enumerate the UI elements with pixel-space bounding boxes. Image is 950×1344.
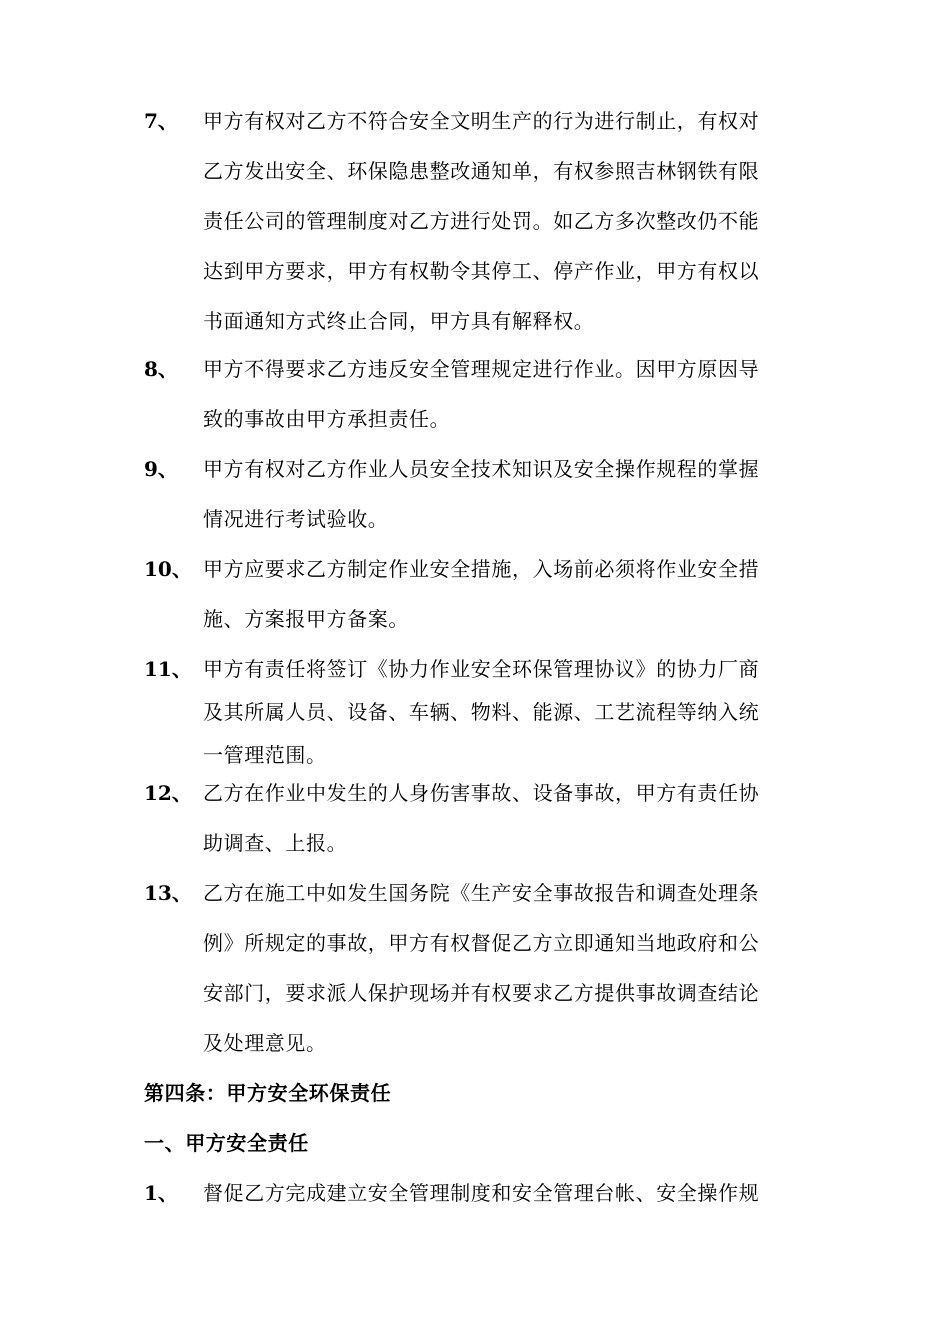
item-number: 1、 (144, 1181, 178, 1205)
item-text-line: 乙方在施工中如发生国务院《生产安全事故报告和调查处理条 (203, 881, 760, 905)
item-number: 12、 (144, 781, 192, 805)
item-text-line: 甲方应要求乙方制定作业安全措施，入场前必须将作业安全措 (203, 557, 760, 581)
item-text-line: 致的事故由甲方承担责任。 (203, 407, 451, 431)
item-text-line: 及处理意见。 (203, 1031, 327, 1055)
item-number: 9、 (144, 457, 178, 481)
item-text-line: 达到甲方要求，甲方有权勒令其停工、停产作业，甲方有权以 (203, 259, 760, 283)
item-text-line: 例》所规定的事故，甲方有权督促乙方立即通知当地政府和公 (203, 931, 760, 955)
item-number: 8、 (144, 357, 178, 381)
item-number: 13、 (144, 881, 192, 905)
item-text-line: 督促乙方完成建立安全管理制度和安全管理台帐、安全操作规 (203, 1181, 760, 1205)
item-number: 10、 (144, 557, 192, 581)
item-text-line: 一管理范围。 (203, 743, 327, 767)
item-text-line: 助调查、上报。 (203, 831, 348, 855)
article-heading: 第四条：甲方安全环保责任 (144, 1081, 392, 1105)
item-text-line: 甲方有权对乙方不符合安全文明生产的行为进行制止，有权对 (203, 109, 760, 133)
item-text-line: 乙方在作业中发生的人身伤害事故、设备事故，甲方有责任协 (203, 781, 760, 805)
item-text-line: 甲方不得要求乙方违反安全管理规定进行作业。因甲方原因导 (203, 357, 760, 381)
item-text-line: 安部门，要求派人保护现场并有权要求乙方提供事故调查结论 (203, 981, 760, 1005)
item-text-line: 甲方有权对乙方作业人员安全技术知识及安全操作规程的掌握 (203, 457, 760, 481)
item-text-line: 及其所属人员、设备、车辆、物料、能源、工艺流程等纳入统 (203, 700, 760, 724)
item-text-line: 责任公司的管理制度对乙方进行处罚。如乙方多次整改仍不能 (203, 209, 760, 233)
item-number: 7、 (144, 109, 178, 133)
item-number: 11、 (144, 657, 192, 681)
item-text-line: 书面通知方式终止合同，甲方具有解释权。 (203, 309, 595, 333)
item-text-line: 乙方发出安全、环保隐患整改通知单，有权参照吉林钢铁有限 (203, 159, 760, 183)
section-heading: 一、甲方安全责任 (144, 1131, 309, 1155)
item-text-line: 施、方案报甲方备案。 (203, 607, 409, 631)
item-text-line: 甲方有责任将签订《协力作业安全环保管理协议》的协力厂商 (203, 657, 760, 681)
item-text-line: 情况进行考试验收。 (203, 507, 389, 531)
